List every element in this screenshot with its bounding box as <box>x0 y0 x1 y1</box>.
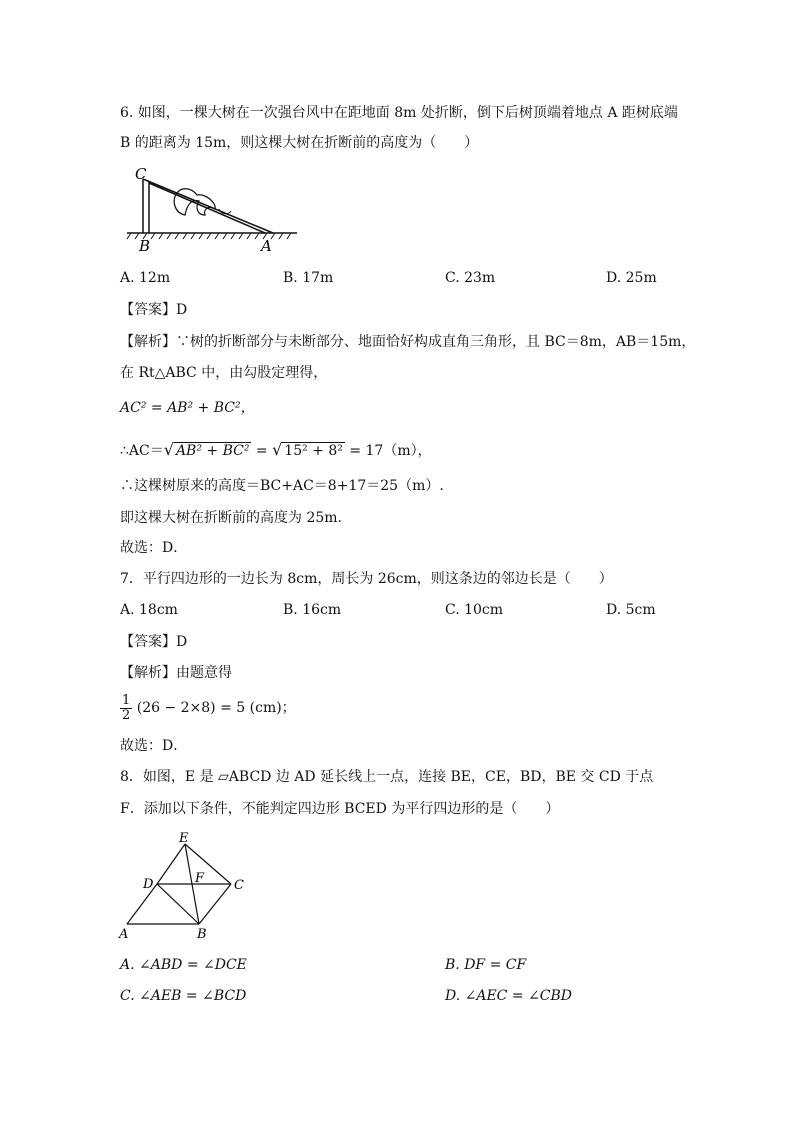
q8-stem-line1: 8．如图，E 是 ▱ABCD 边 AD 延长线上一点，连接 BE，CE，BD，BE 交 CD 于点 <box>120 769 654 785</box>
q6-option-a: A. 12m <box>120 270 171 286</box>
q6-label-b: B <box>139 237 151 255</box>
q6-solution-line4: ∴AC＝√ AB² + BC² = √ 15² + 8² = 17（m）， <box>120 440 432 459</box>
q7-fraction: $\frac{1}{2}$ <box>122 692 131 723</box>
q6-solution-line7: 故选：D． <box>120 540 188 556</box>
q8-label-c: C <box>234 878 244 893</box>
q8-label-a: A <box>119 927 129 942</box>
q6-label-a: A <box>261 237 272 255</box>
q8-option-c: C. ∠AEB = ∠BCD <box>120 988 247 1004</box>
q6-sol4-radical2: 15² + 8² <box>284 443 343 459</box>
q6-option-d: D. 25m <box>606 270 657 286</box>
q8-figure <box>115 828 255 943</box>
q8-stem-line2: F．添加以下条件，不能判定四边形 BCED 为平行四边形的是（ ） <box>120 801 560 817</box>
q6-stem-line2: B 的距离为 15m，则这棵大树在折断前的高度为（ ） <box>120 135 479 151</box>
q7-option-a: A. 18cm <box>120 602 178 618</box>
q6-figure <box>125 165 305 255</box>
q6-solution-line3: AC² = AB² + BC²， <box>120 400 255 416</box>
q7-solution-line3: 故选：D． <box>120 738 188 754</box>
q6-stem-line1: 6. 如图，一棵大树在一次强台风中在距地面 8m 处折断，倒下后树顶端着地点 A 距树底端 <box>120 105 678 121</box>
q7-stem: 7．平行四边形的一边长为 8cm，周长为 26cm，则这条边的邻边长是（ ） <box>120 571 613 587</box>
q6-sol4-mid: = <box>251 443 273 459</box>
q6-answer: 【答案】D <box>120 302 188 318</box>
q7-solution-line1: 【解析】由题意得 <box>120 665 232 681</box>
q7-solution-line2 <box>120 692 296 724</box>
q7-option-b: B. 16cm <box>283 602 342 618</box>
q8-label-e: E <box>179 831 189 846</box>
q6-solution-line1: 【解析】∵树的折断部分与未断部分、地面恰好构成直角三角形，且 BC＝8m，AB＝15m， <box>120 334 696 350</box>
q7-option-d: D. 5cm <box>606 602 656 618</box>
q8-option-a: A. ∠ABD = ∠DCE <box>120 957 247 973</box>
q6-label-c: C <box>135 165 147 183</box>
q6-solution-line2: 在 Rt△ABC 中，由勾股定理得， <box>120 365 328 381</box>
q6-sol4-pre: ∴AC＝ <box>120 443 164 459</box>
q7-answer: 【答案】D <box>120 634 188 650</box>
q8-option-b: B. DF = CF <box>445 957 527 973</box>
q8-label-d: D <box>143 877 154 892</box>
q8-label-b: B <box>197 927 207 942</box>
q6-solution-line6: 即这棵大树在折断前的高度为 25m. <box>120 510 342 526</box>
q7-option-c: C. 10cm <box>445 602 504 618</box>
q8-label-f: F <box>195 871 205 886</box>
q6-sol4-radical1: AB² + BC² <box>175 443 250 459</box>
q7-expression: (26 − 2×8) = 5 (cm)； <box>136 700 296 716</box>
q6-solution-line5: ∴这棵树原来的高度＝BC+AC＝8+17＝25（m）. <box>120 478 444 494</box>
q6-sol4-end: = 17（m）， <box>344 443 432 459</box>
q6-option-c: C. 23m <box>445 270 496 286</box>
q8-option-d: D. ∠AEC = ∠CBD <box>445 988 572 1004</box>
q6-option-b: B. 17m <box>283 270 334 286</box>
